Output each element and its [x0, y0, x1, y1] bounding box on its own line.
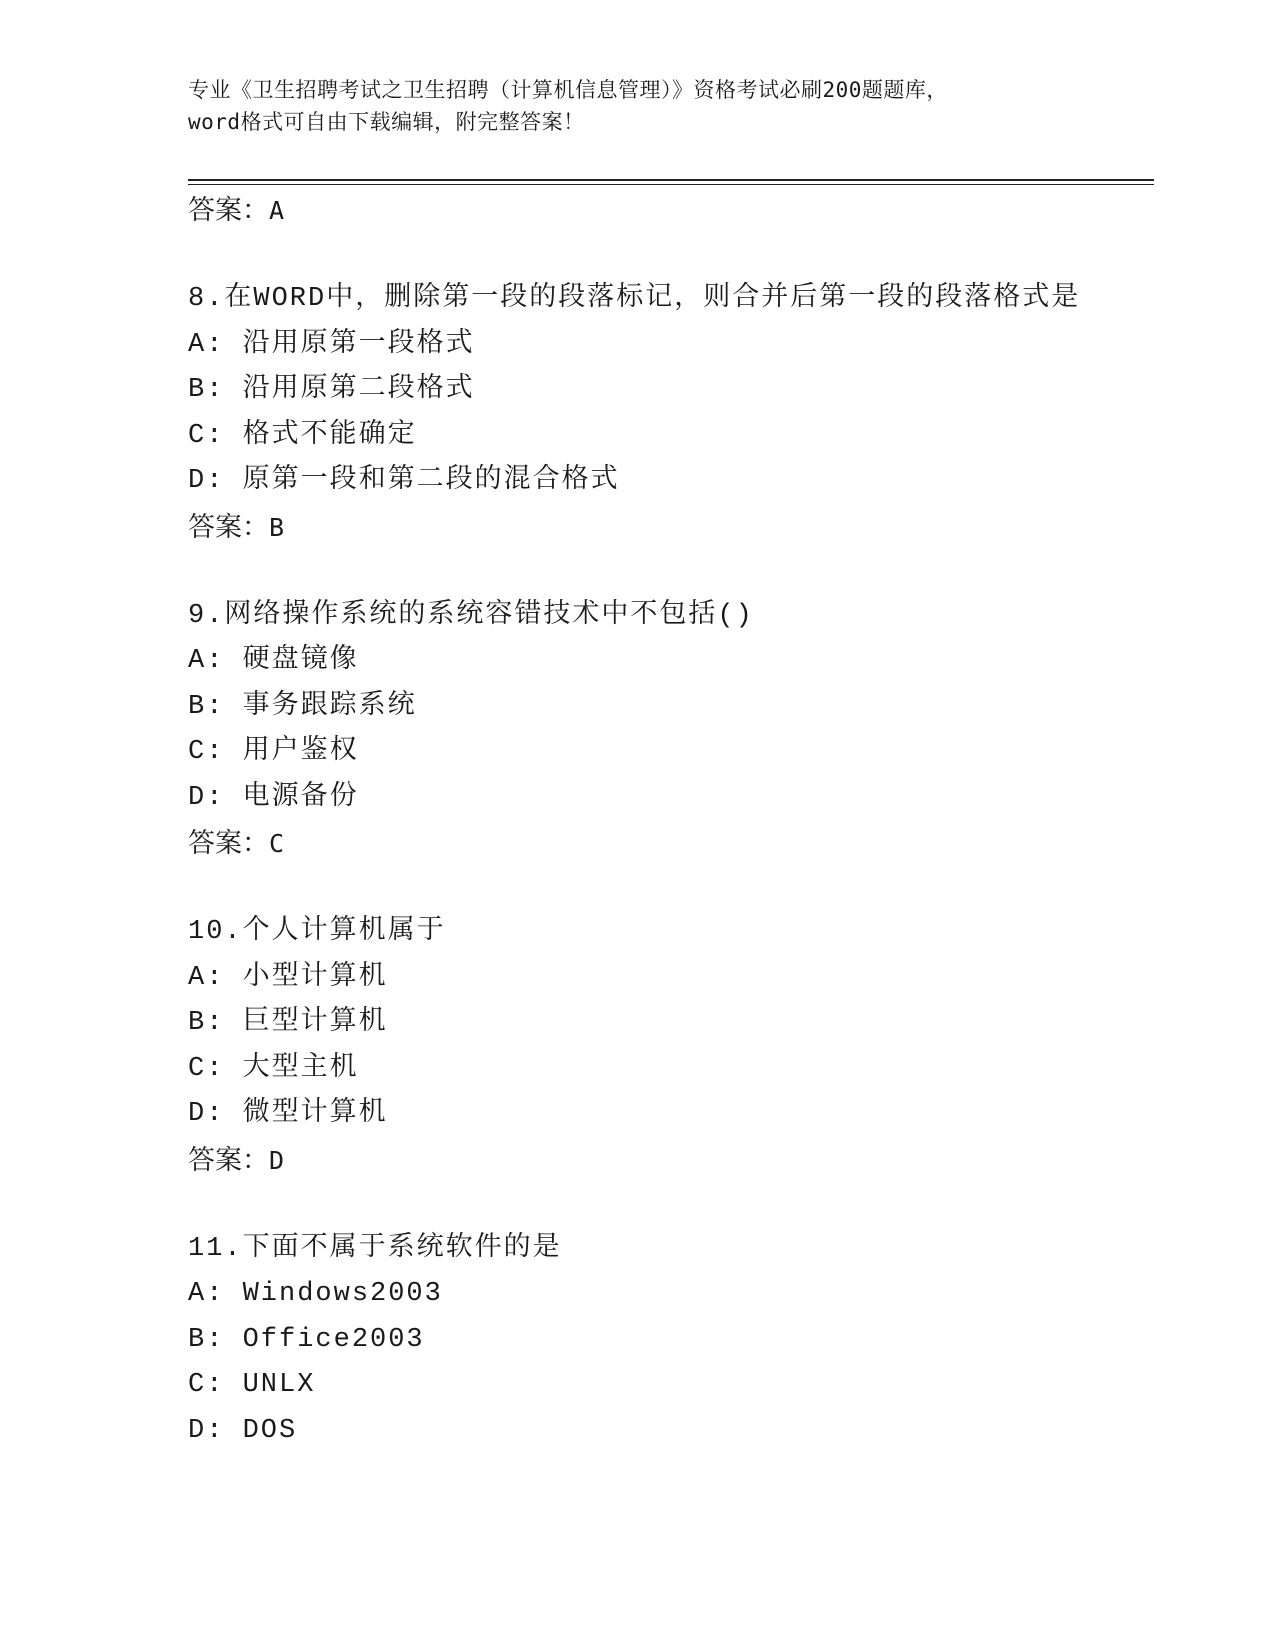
document-header — [188, 74, 1088, 138]
option-label: C: — [188, 1370, 225, 1400]
option-text: 小型计算机 — [242, 962, 388, 993]
option-spacer — [224, 737, 242, 767]
question-number: 8. — [188, 284, 225, 314]
option-text: 微型计算机 — [242, 1099, 388, 1129]
option-text: 原第一段和第二段的混合格式 — [242, 466, 620, 496]
option-row — [188, 730, 1154, 776]
option-spacer — [224, 466, 242, 496]
option-label: D: — [188, 1415, 225, 1446]
option-text: Office2003 — [242, 1324, 425, 1355]
question-gap — [188, 234, 1154, 277]
question-number: 11. — [188, 1233, 243, 1264]
option-spacer — [224, 330, 242, 360]
option-label: B: — [188, 375, 225, 405]
option-text: 沿用原第二段格式 — [242, 375, 475, 405]
option-label: B: — [188, 1008, 225, 1038]
option-row — [188, 1318, 1154, 1364]
option-spacer — [224, 1416, 242, 1446]
question-title — [188, 277, 1154, 323]
question-title — [188, 1227, 1154, 1273]
option-text: UNLX — [242, 1370, 316, 1400]
option-label: B: — [188, 691, 225, 722]
option-spacer — [224, 1099, 242, 1129]
option-row — [188, 1409, 1154, 1455]
answer-prefix: 答案： — [188, 195, 269, 226]
option-row — [188, 323, 1154, 369]
option-spacer — [224, 421, 242, 451]
option-spacer — [224, 646, 242, 676]
option-text: 沿用原第一段格式 — [242, 329, 475, 360]
header-divider-thin — [188, 184, 1154, 185]
option-row — [188, 685, 1154, 731]
option-row — [188, 1047, 1154, 1093]
answer-value: C — [269, 829, 285, 858]
option-row — [188, 1272, 1154, 1318]
question-gap — [188, 867, 1154, 910]
option-row — [188, 639, 1154, 685]
option-spacer — [224, 1008, 242, 1038]
question-text: 网络操作系统的系统容错技术中不包括() — [224, 600, 754, 631]
option-text: 事务跟踪系统 — [242, 691, 417, 722]
answer-value: D — [269, 1145, 285, 1175]
option-text: 用户鉴权 — [242, 737, 359, 767]
option-row — [188, 1363, 1154, 1409]
option-row — [188, 776, 1154, 822]
option-label: A: — [188, 962, 225, 993]
option-label: C: — [188, 1053, 225, 1084]
option-row — [188, 956, 1154, 1002]
header-line-2: word格式可自由下载编辑，附完整答案！ — [188, 110, 585, 134]
answer-line — [188, 1138, 1154, 1184]
option-spacer — [224, 1054, 242, 1084]
option-label: C: — [188, 420, 225, 451]
option-text: 硬盘镜像 — [242, 646, 359, 676]
option-text: Windows2003 — [242, 1279, 443, 1309]
question-gap — [188, 551, 1154, 594]
question-text: 在WORD中，删除第一段的段落标记，则合并后第一段的段落格式是 — [224, 284, 1081, 314]
question-number: 9. — [188, 600, 225, 631]
answer-prefix: 答案： — [188, 1144, 269, 1176]
option-label: C: — [188, 737, 225, 767]
option-spacer — [224, 1325, 242, 1355]
answer-value: A — [269, 196, 285, 225]
question-gap — [188, 1184, 1154, 1227]
option-text: 大型主机 — [242, 1053, 359, 1084]
option-label: A: — [188, 329, 225, 360]
answer-line — [188, 188, 1154, 234]
option-row — [188, 1001, 1154, 1047]
answer-value: B — [269, 512, 285, 542]
option-spacer — [224, 692, 242, 722]
option-spacer — [224, 375, 242, 405]
question-text: 下面不属于系统软件的是 — [242, 1233, 562, 1264]
question-text: 个人计算机属于 — [242, 917, 446, 947]
option-text: 巨型计算机 — [242, 1008, 388, 1038]
answer-line — [188, 505, 1154, 551]
answer-prefix: 答案： — [188, 511, 269, 543]
question-number: 10. — [188, 917, 243, 947]
header-divider-thick — [188, 179, 1154, 181]
option-spacer — [224, 783, 242, 813]
option-label: A: — [188, 1279, 225, 1309]
question-title — [188, 910, 1154, 956]
option-text: DOS — [242, 1415, 298, 1446]
option-label: A: — [188, 646, 225, 676]
option-row — [188, 459, 1154, 505]
option-label: B: — [188, 1324, 225, 1355]
option-label: D: — [188, 466, 225, 496]
option-text: 电源备份 — [242, 782, 359, 813]
answer-prefix: 答案： — [188, 828, 269, 859]
question-list — [188, 188, 1154, 1454]
answer-line — [188, 821, 1154, 867]
option-label: D: — [188, 1099, 225, 1129]
option-spacer — [224, 1370, 242, 1400]
option-row — [188, 368, 1154, 414]
option-spacer — [224, 963, 242, 993]
option-row — [188, 414, 1154, 460]
option-label: D: — [188, 782, 225, 813]
question-title — [188, 594, 1154, 640]
option-spacer — [224, 1279, 242, 1309]
option-text: 格式不能确定 — [242, 420, 417, 451]
header-line-1: 专业《卫生招聘考试之卫生招聘（计算机信息管理）》资格考试必刷200题题库， — [188, 78, 948, 102]
option-row — [188, 1092, 1154, 1138]
